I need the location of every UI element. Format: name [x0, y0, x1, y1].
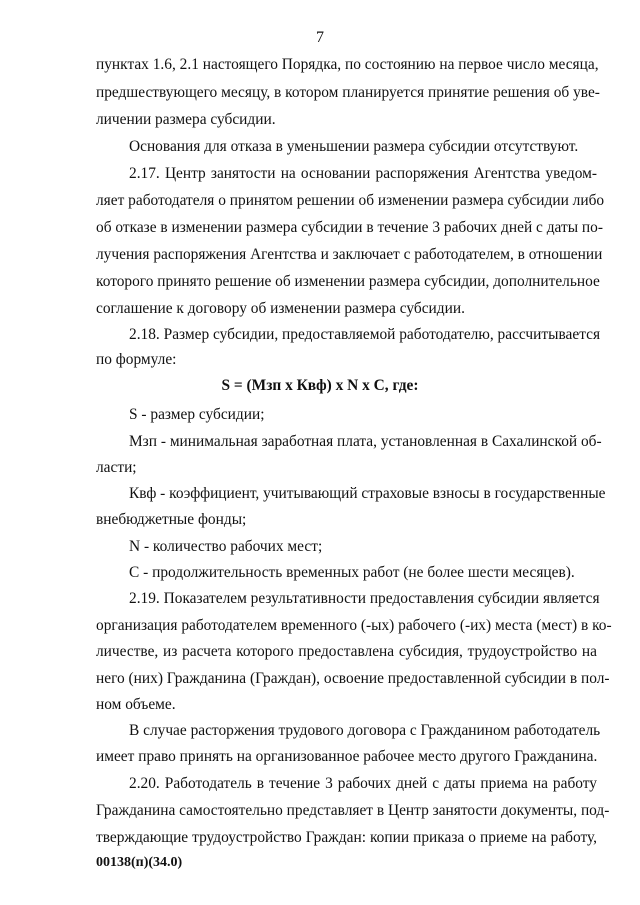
text-line: S - размер субсидии; [129, 406, 265, 423]
text-line: Мзп - минимальная заработная плата, установленная в Сахалинской об- [129, 433, 602, 450]
text-line: по формуле: [96, 351, 177, 368]
formula-line: S = (Мзп x Квф) x N x C, где: [221, 377, 419, 394]
text-line: имеет право принять на организованное рабочее место другого Гражданина. [96, 748, 598, 765]
text-line: предшествующего месяцу, в котором планируется принятие решения об уве- [96, 84, 600, 101]
text-line: 2.19. Показателем результативности предоставления субсидии является [129, 590, 600, 607]
text-line: которого принято решение об изменении размера субсидии, дополнительное [96, 273, 600, 290]
page-number: 7 [316, 29, 324, 46]
text-line: него (них) Гражданина (Граждан), освоение предоставленной субсидии в пол- [96, 670, 610, 687]
text-line: ласти; [96, 459, 137, 476]
text-line: 2.20. Работодатель в течение 3 рабочих дней с даты приема на работу [129, 775, 597, 792]
text-line: В случае расторжения трудового договора с Гражданином работодатель [129, 722, 601, 739]
text-line: пунктах 1.6, 2.1 настоящего Порядка, по состоянию на первое число месяца, [96, 56, 599, 73]
text-line: об отказе в изменении размера субсидии в течение 3 рабочих дней с даты по- [96, 219, 603, 236]
text-line: 2.17. Центр занятости на основании распоряжения Агентства уведом- [129, 165, 597, 182]
text-line: личении размера субсидии. [96, 111, 276, 128]
text-line: 2.18. Размер субсидии, предоставляемой работодателю, рассчитывается [129, 326, 601, 343]
text-line: организация работодателем временного (-ых) рабочего (-их) места (мест) в ко- [96, 617, 612, 634]
text-line: соглашение к договору об изменении размера субсидии. [96, 300, 465, 317]
document-code: 00138(п)(34.0) [96, 855, 183, 870]
text-line: лучения распоряжения Агентства и заключает с работодателем, в отношении [96, 246, 603, 263]
text-line: Квф - коэффициент, учитывающий страховые взносы в государственные [129, 485, 606, 502]
text-line: ном объеме. [96, 696, 176, 713]
text-line: тверждающие трудоустройство Граждан: копии приказа о приеме на работу, [96, 829, 597, 846]
text-line: внебюджетные фонды; [96, 511, 247, 528]
text-line: ляет работодателя о принятом решении об изменении размера субсидии либо [96, 192, 605, 209]
text-line: С - продолжительность временных работ (не более шести месяцев). [129, 564, 575, 581]
text-line: личестве, из расчета которого предоставлена субсидия, трудоустройство на [96, 643, 597, 660]
text-line: Основания для отказа в уменьшении размера субсидии отсутствуют. [129, 138, 579, 155]
text-line: N - количество рабочих мест; [129, 538, 323, 555]
text-line: Гражданина самостоятельно представляет в Центр занятости документы, под- [96, 802, 610, 819]
